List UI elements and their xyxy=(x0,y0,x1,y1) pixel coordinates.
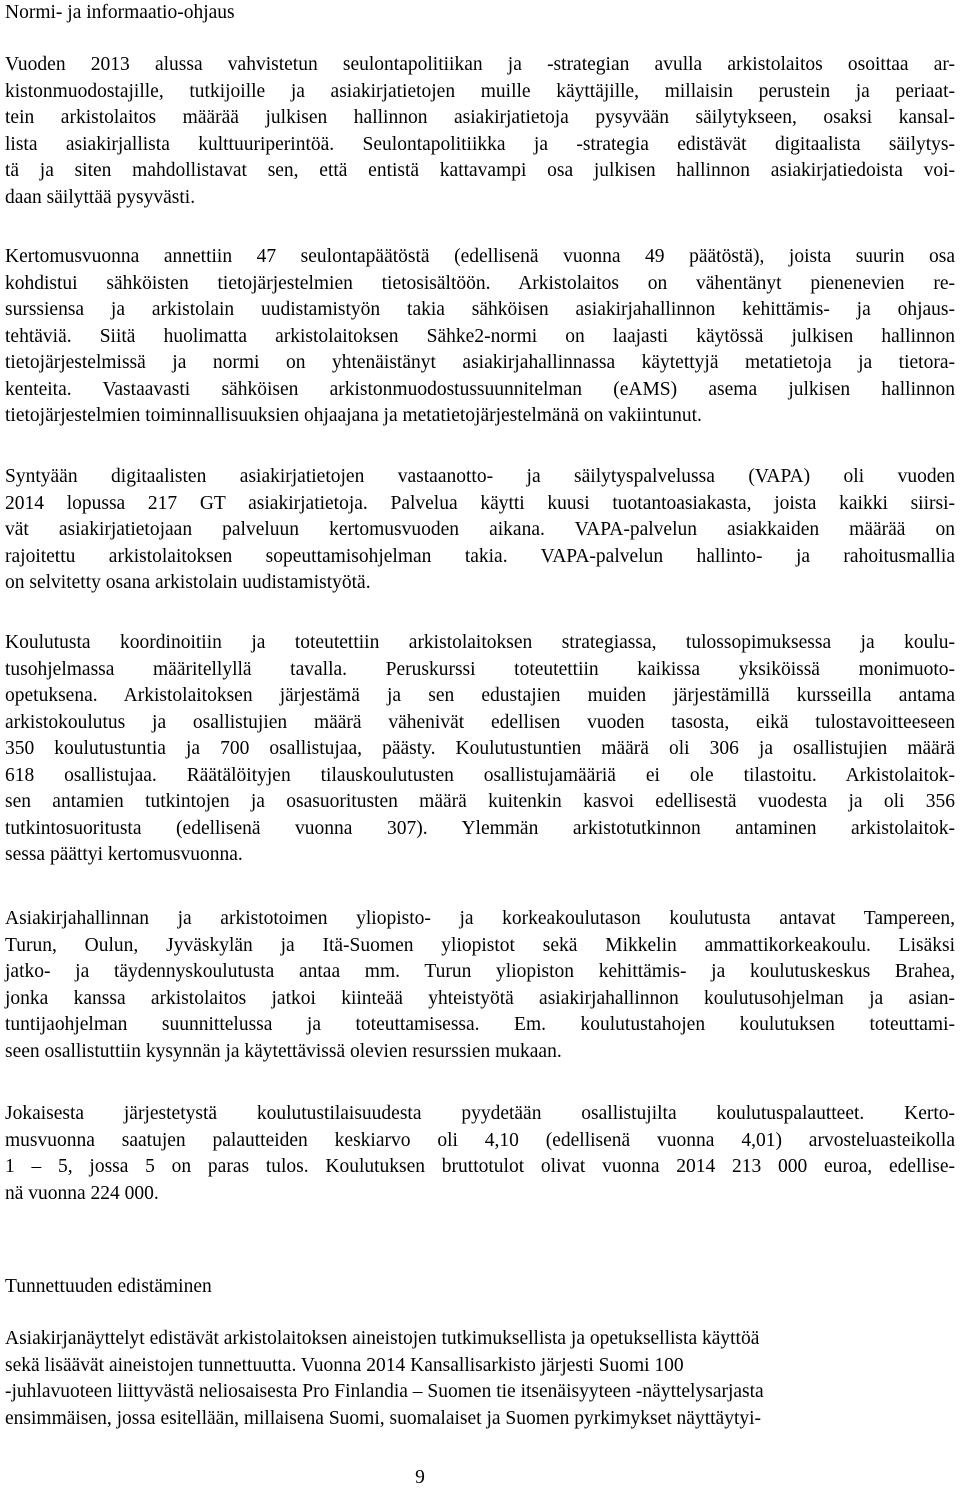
text-line: seen osallistuttiin kysynnän ja käytettävissä olevien resurssien mukaan. xyxy=(5,1040,562,1062)
text-line: kohdistui sähköisten tietojärjestelmien tietosisältöön. Arkistolaitos on vähentänyt pienenevien re- xyxy=(5,272,955,294)
text-line: 618 osallistujaa. Räätälöityjen tilauskoulutusten osallistujamääriä ei ole tilastoitu. Arkistolaitok- xyxy=(5,764,955,786)
text-line: 1 – 5, jossa 5 on paras tulos. Koulutuksen bruttotulot olivat vuonna 2014 213 000 euroa, edellise- xyxy=(5,1156,955,1177)
text-line: tutkintosuoritusta (edellisenä vuonna 307). Ylemmän arkistotutkinnon antaminen arkistolaitok- xyxy=(5,817,955,839)
text-line: tuntijaohjelman suunnittelussa ja toteuttamisessa. Em. koulutustahojen koulutuksen toteuttami- xyxy=(5,1014,955,1035)
text-line: Jokaisesta järjestetystä koulutustilaisuudesta pyydetään osallistujilta koulutuspalautteet. Kerto- xyxy=(5,1103,955,1124)
paragraph-palautteet xyxy=(5,1101,955,1207)
text-line: -juhlavuoteen liittyvästä neliosaisesta Pro Finlandia – Suomen tie itsenäisyyteen -näyttelysarjasta xyxy=(5,1381,764,1402)
text-line: tehtäviä. Siitä huolimatta arkistolaitoksen Sähke2-normi on laajasti käytössä julkisen hallinnon xyxy=(5,325,955,347)
text-line: jonka kanssa arkistolaitos jatkoi kiinteää yhteistyötä asiakirjahallinnon koulutusohjelman ja asian- xyxy=(5,987,955,1009)
paragraph-seulontapaatokset xyxy=(5,244,955,430)
section-heading-normi: Normi- ja informaatio-ohjaus xyxy=(5,2,235,23)
text-line: Turun, Oulun, Jyväskylän ja Itä-Suomen yliopistot sekä Mikkelin ammattikorkeakoulu. Lisäksi xyxy=(5,934,955,956)
paragraph-vapa xyxy=(5,464,955,597)
text-line: 2014 lopussa 217 GT asiakirjatietoja. Palvelua käytti kuusi tuotantoasiakasta, joista kaikki siirsi- xyxy=(5,492,955,514)
text-line: musvuonna saatujen palautteiden keskiarvo oli 4,10 (edellisenä vuonna 4,01) arvosteluasteikolla xyxy=(5,1129,955,1151)
text-line: rajoitettu arkistolaitoksen sopeuttamisohjelman takia. VAPA-palvelun hallinto- ja rahoitusmallia xyxy=(5,545,955,567)
text-line: surssiensa ja arkistolain uudistamistyön takia sähköisen asiakirjahallinnon kehittämis- ja ohjaus- xyxy=(5,299,955,320)
text-line: tä ja siten mahdollistavat sen, että entistä kattavampi osa julkisen hallinnon asiakirjatiedoista voi- xyxy=(5,160,955,181)
text-line: tusohjelmassa määritellyllä tavalla. Peruskurssi toteutettiin kaikissa yksiköissä monimuoto- xyxy=(5,658,955,680)
section-heading-tunnettuus: Tunnettuuden edistäminen xyxy=(5,1276,212,1297)
text-line: lista asiakirjallista kulttuuriperintöä. Seulontapolitiikka ja -strategia edistävät digitaalista säilytys- xyxy=(5,133,955,155)
text-line: opetuksena. Arkistolaitoksen järjestämä ja sen edustajien muiden järjestämillä kursseilla antama xyxy=(5,685,955,706)
text-line: Vuoden 2013 alussa vahvistetun seulontapolitiikan ja -strategian avulla arkistolaitos osoittaa ar- xyxy=(5,54,955,75)
text-line: daan säilyttää pysyvästi. xyxy=(5,186,196,208)
page-number: 9 xyxy=(415,1467,425,1488)
text-line: Kertomusvuonna annettiin 47 seulontapäätöstä (edellisenä vuonna 49 päätöstä), joista suurin osa xyxy=(5,246,955,267)
text-line: sekä lisäävät aineistojen tunnettuutta. Vuonna 2014 Kansallisarkisto järjesti Suomi 100 xyxy=(5,1354,684,1376)
text-line: 350 koulutustuntia ja 700 osallistujaa, päästy. Koulutustuntien määrä oli 306 ja osallistujien määrä xyxy=(5,738,955,759)
paragraph-seulontapolitiikka xyxy=(5,52,955,211)
text-line: Asiakirjahallinnan ja arkistotoimen yliopisto- ja korkeakoulutason koulutusta antavat Tampereen, xyxy=(5,908,955,929)
text-line: sen antamien tutkintojen ja osasuoritusten määrä kuitenkin kasvoi edellisestä vuodesta ja oli 356 xyxy=(5,791,955,812)
paragraph-koulutus xyxy=(5,630,955,869)
text-line: Koulutusta koordinoitiin ja toteutettiin arkistolaitoksen strategiassa, tulossopimuksessa ja koulu- xyxy=(5,632,955,653)
text-line: nä vuonna 224 000. xyxy=(5,1182,159,1204)
text-line: jatko- ja täydennyskoulutusta antaa mm. Turun yliopiston kehittämis- ja koulutuskeskus Brahea, xyxy=(5,961,955,982)
text-line: tietojärjestelmissä ja normi on yhtenäistänyt asiakirjahallinnassa käytettyjä metatietoja ja tietora- xyxy=(5,352,955,373)
text-line: on selvitetty osana arkistolain uudistamistyötä. xyxy=(5,572,371,593)
text-line: kistonmuodostajille, tutkijoille ja asiakirjatietojen muille käyttäjille, millaisin perustein ja periaat- xyxy=(5,80,955,102)
text-line: sessa päättyi kertomusvuonna. xyxy=(5,844,243,865)
text-line: tein arkistolaitos määrää julkisen hallinnon asiakirjatietoja pysyvään säilytykseen, osaksi kansal- xyxy=(5,107,955,128)
paragraph-korkeakoulutus xyxy=(5,906,955,1065)
paragraph-nayttelyt xyxy=(5,1326,955,1432)
text-line: ensimmäisen, jossa esitellään, millaisena Suomi, suomalaiset ja Suomen pyrkimykset näyttäytyi- xyxy=(5,1407,762,1429)
text-line: vät asiakirjatietojaan palveluun kertomusvuoden aikana. VAPA-palvelun asiakkaiden määrää on xyxy=(5,519,955,540)
text-line: Syntyään digitaalisten asiakirjatietojen vastaanotto- ja säilytyspalvelussa (VAPA) oli vuoden xyxy=(5,466,955,487)
text-line: arkistokoulutus ja osallistujien määrä vähenivät edellisen vuoden tasosta, eikä tulostavoitteeseen xyxy=(5,711,955,733)
text-line: tietojärjestelmien toiminnallisuuksien ohjaajana ja metatietojärjestelmänä on vakiintunut. xyxy=(5,405,702,426)
text-line: kenteita. Vastaavasti sähköisen arkistonmuodostussuunnitelman (eAMS) asema julkisen hallinnon xyxy=(5,378,955,400)
text-line: Asiakirjanäyttelyt edistävät arkistolaitoksen aineistojen tutkimuksellista ja opetuksellista käyttöä xyxy=(5,1328,760,1349)
